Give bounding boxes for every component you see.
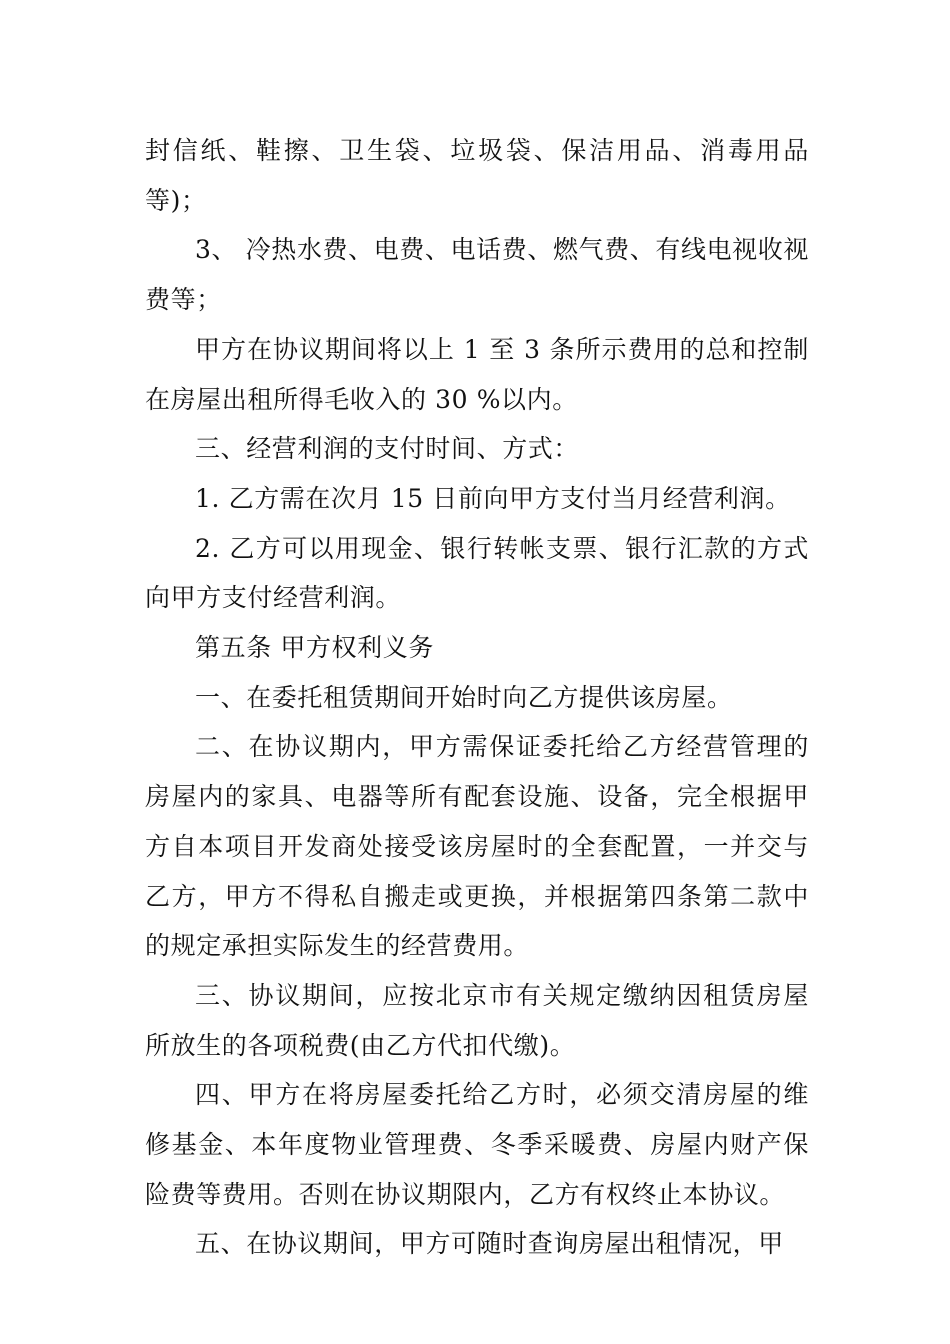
paragraph-11: 四、甲方在将房屋委托给乙方时，必须交清房屋的维修基金、本年度物业管理费、冬季采暖费、房屋内财产保险费等费用。否则在协议期限内，乙方有权终止本协议。 xyxy=(145,1080,809,1209)
paragraph-5: 1. 乙方需在次月 15 日前向甲方支付当月经营利润。 xyxy=(195,483,791,513)
paragraph-10: 三、协议期间，应按北京市有关规定缴纳因租赁房屋所放生的各项税费(由乙方代扣代缴)。 xyxy=(145,980,809,1060)
paragraph-3: 甲方在协议期间将以上 1 至 3 条所示费用的总和控制在房屋出租所得毛收入的 30 %以内。 xyxy=(145,334,809,414)
paragraph-9: 二、在协议期内，甲方需保证委托给乙方经营管理的房屋内的家具、电器等所有配套设施、设备，完全根据甲方自本项目开发商处接受该房屋时的全套配置，一并交与乙方，甲方不得私自搬走或更换，并根据第四条第二款中的规定承担实际发生的经营费用。 xyxy=(145,732,809,961)
document-body xyxy=(145,126,809,1269)
paragraph-2: 3、 冷热水费、电费、电话费、燃气费、有线电视收视费等； xyxy=(145,235,809,315)
paragraph-8: 一、在委托租赁期间开始时向乙方提供该房屋。 xyxy=(195,682,733,712)
paragraph-6: 2. 乙方可以用现金、银行转帐支票、银行汇款的方式向甲方支付经营利润。 xyxy=(145,533,809,613)
paragraph-4: 三、经营利润的支付时间、方式： xyxy=(195,434,580,464)
section-heading-article-5: 第五条 甲方权利义务 xyxy=(195,633,434,663)
paragraph-1: 封信纸、鞋擦、卫生袋、垃圾袋、保洁用品、消毒用品等)； xyxy=(145,136,809,215)
paragraph-12: 五、在协议期间，甲方可随时查询房屋出租情况，甲 xyxy=(195,1229,784,1259)
